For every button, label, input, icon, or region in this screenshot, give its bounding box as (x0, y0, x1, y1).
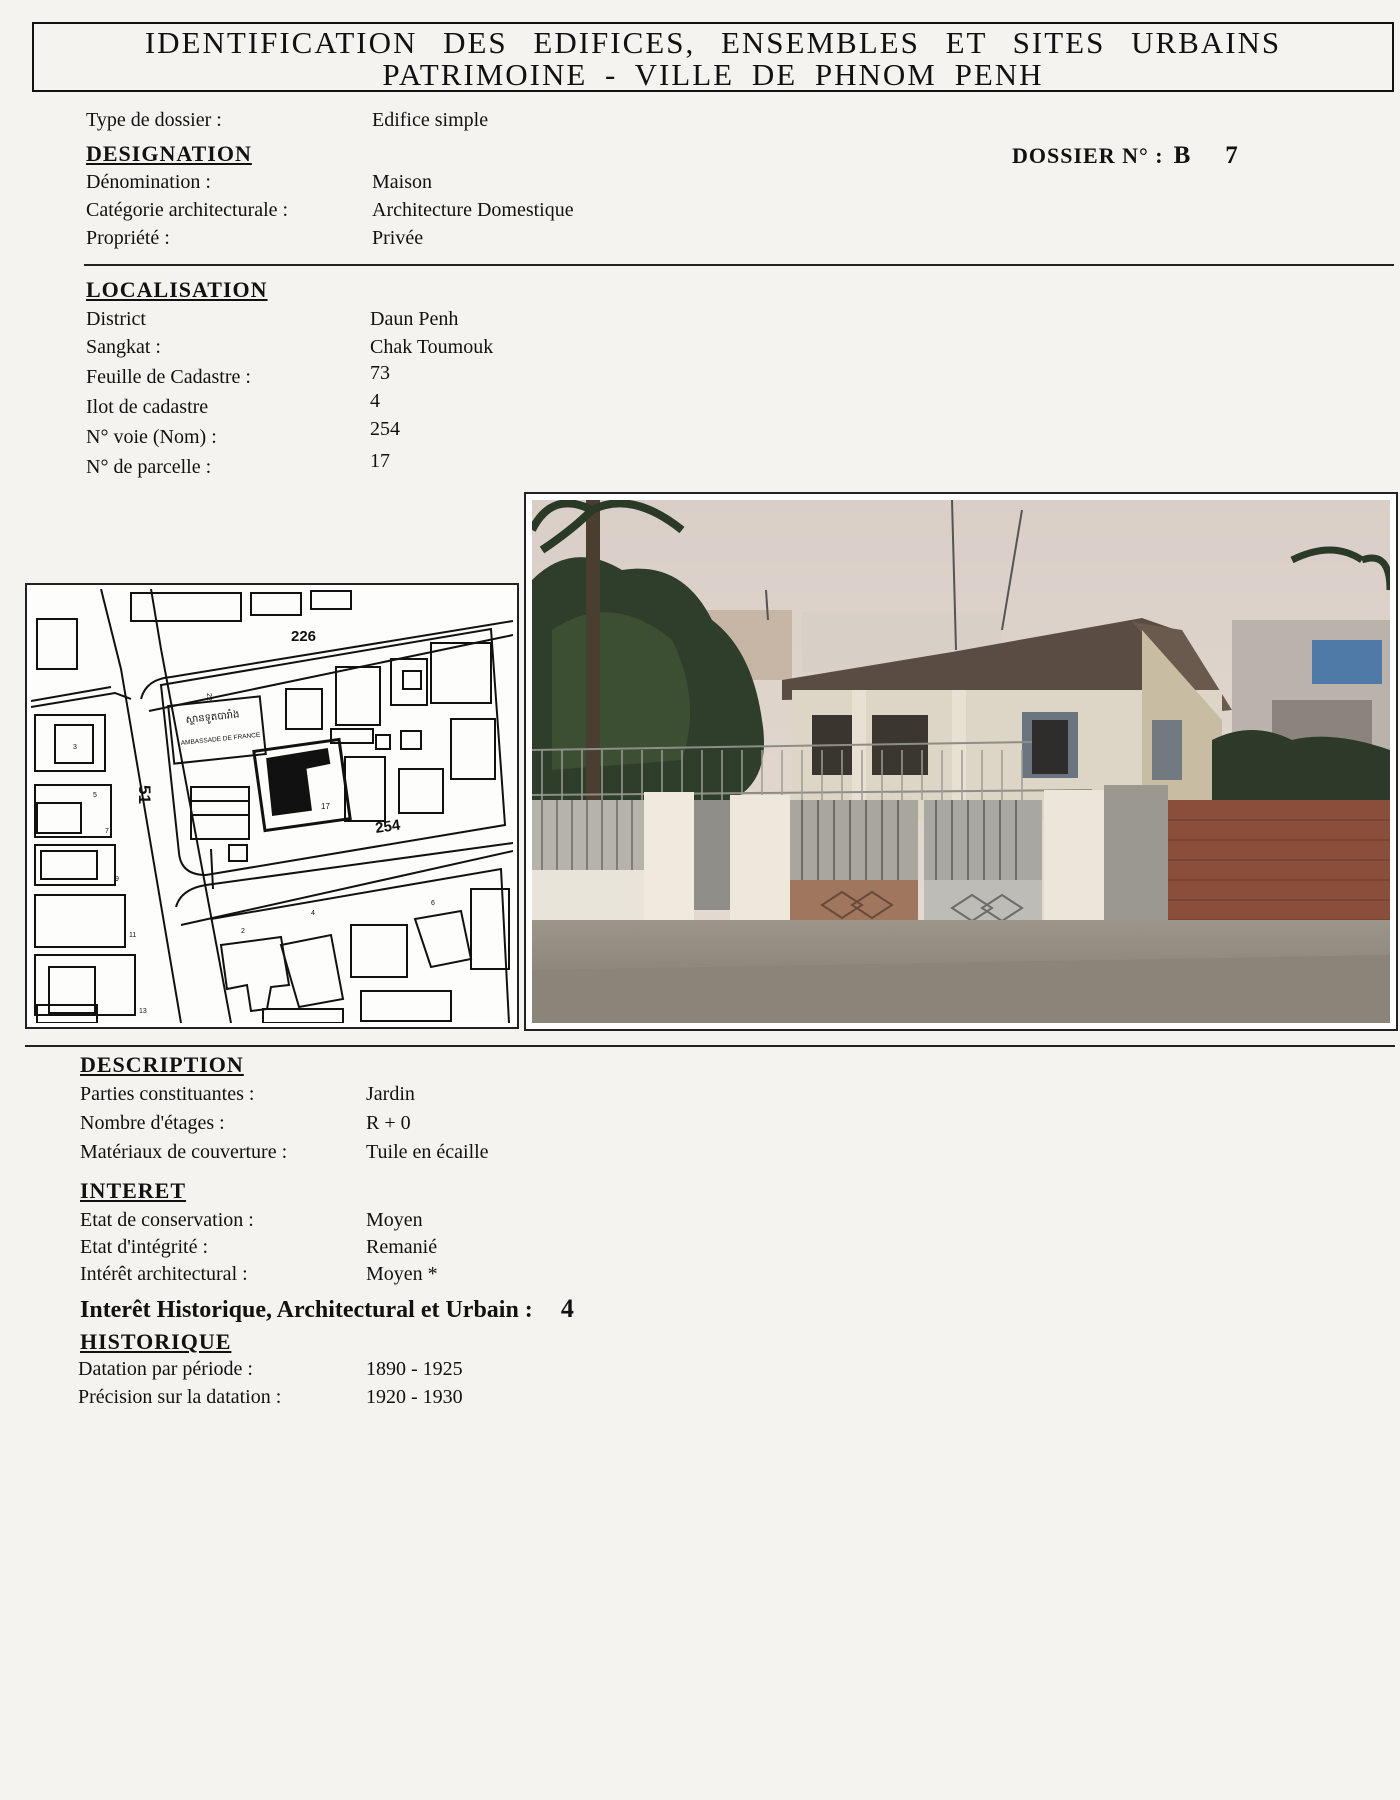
map-street-north-label: 226 (291, 628, 317, 645)
title-line-1: IDENTIFICATION DES EDIFICES, ENSEMBLES ET SITES URBAINS (144, 25, 1282, 60)
description-label: Matériaux de couverture : (80, 1141, 288, 1163)
map-parcel-number: 3 (73, 744, 77, 751)
interet-summary (80, 1294, 574, 1324)
type-dossier-label: Type de dossier : (86, 109, 222, 131)
localisation-label: N° de parcelle : (86, 456, 212, 478)
historique-label: Datation par période : (78, 1358, 253, 1380)
localisation-label: Sangkat : (86, 336, 161, 358)
dossier-letter: B (1173, 142, 1192, 169)
building-photo (524, 492, 1398, 1031)
localisation-value: Daun Penh (370, 308, 459, 330)
interet-label: Etat d'intégrité : (80, 1236, 209, 1258)
localisation-value: 17 (370, 450, 390, 472)
interet-heading: INTERET (80, 1178, 187, 1203)
designation-value: Architecture Domestique (372, 199, 574, 221)
map-parcel-number: 11 (129, 932, 137, 939)
designation-label: Dénomination : (86, 171, 211, 193)
dossier-num: 7 (1225, 142, 1239, 169)
cadastral-map (25, 583, 519, 1029)
localisation-value: 73 (370, 362, 390, 384)
map-parcel-number: 4 (311, 910, 315, 917)
map-street-south-label: 254 (374, 816, 402, 837)
description-heading: DESCRIPTION (80, 1052, 244, 1077)
description-label: Parties constituantes : (80, 1083, 255, 1105)
interet-label: Etat de conservation : (80, 1209, 254, 1231)
localisation-heading: LOCALISATION (86, 277, 268, 302)
type-dossier-value: Edifice simple (372, 109, 489, 131)
localisation-label: District (86, 308, 146, 330)
dossier-label: DOSSIER N° : (1012, 143, 1164, 168)
section-divider (25, 1045, 1395, 1047)
map-parcel-number: 5 (93, 792, 97, 799)
description-value: Jardin (366, 1083, 415, 1105)
map-lot-number: 17 (321, 802, 330, 811)
interet-value: Moyen * (366, 1263, 438, 1285)
section-divider (84, 264, 1394, 266)
map-parcel-number: 22 (205, 693, 212, 701)
document-title (32, 22, 1394, 92)
interet-label: Intérêt architectural : (80, 1263, 248, 1285)
description-label: Nombre d'étages : (80, 1112, 225, 1134)
description-value: R + 0 (366, 1112, 411, 1134)
historique-label: Précision sur la datation : (78, 1386, 282, 1408)
description-value: Tuile en écaille (366, 1141, 489, 1163)
dossier-number (1012, 142, 1239, 170)
designation-heading: DESIGNATION (86, 141, 252, 166)
localisation-value: Chak Toumouk (370, 336, 494, 358)
designation-value: Maison (372, 171, 432, 193)
cadastral-map-drawing (31, 589, 513, 1023)
localisation-value: 254 (370, 418, 400, 440)
map-parcel-number: 6 (431, 900, 435, 907)
designation-value: Privée (372, 227, 424, 249)
map-parcel-number: 2 (241, 928, 245, 935)
house-photo-image (532, 500, 1390, 1023)
map-parcel-number: 13 (139, 1008, 147, 1015)
localisation-label: Ilot de cadastre (86, 396, 209, 418)
map-parcel-number: 7 (105, 828, 109, 835)
designation-label: Propriété : (86, 227, 170, 249)
historique-value: 1920 - 1930 (366, 1386, 463, 1408)
interet-value: Moyen (366, 1209, 423, 1231)
localisation-label: Feuille de Cadastre : (86, 366, 251, 388)
map-street-west-label: 51 (135, 785, 154, 804)
historique-value: 1890 - 1925 (366, 1358, 463, 1380)
map-parcel-number: 9 (115, 876, 119, 883)
localisation-value: 4 (370, 390, 380, 412)
interet-summary-label: Interêt Historique, Architectural et Urbain : (80, 1297, 533, 1323)
interet-value: Remanié (366, 1236, 438, 1258)
localisation-label: N° voie (Nom) : (86, 426, 217, 448)
designation-label: Catégorie architecturale : (86, 199, 289, 221)
historique-heading: HISTORIQUE (80, 1329, 232, 1354)
title-line-2: PATRIMOINE - VILLE DE PHNOM PENH (382, 57, 1044, 92)
map-embassy-label: AMBASSADE DE FRANCE (180, 731, 261, 747)
map-embassy-khmer-label: ស្ថានទូតបារាំង (185, 709, 240, 726)
interet-summary-score: 4 (560, 1294, 574, 1323)
